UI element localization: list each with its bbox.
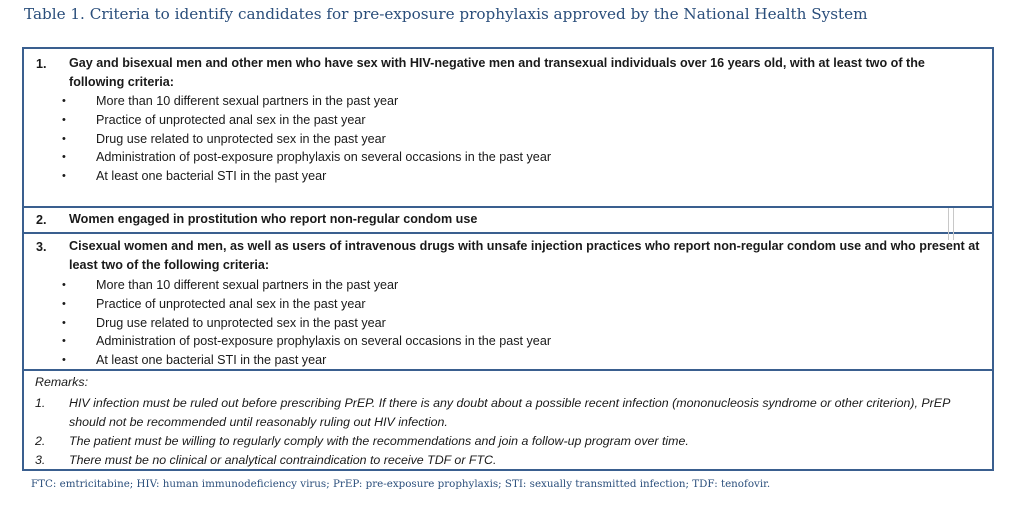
bullet-icon: • [62,316,66,329]
bullet-icon: • [62,354,66,367]
remarks-label: Remarks: [35,375,89,389]
bullet-icon: • [62,113,66,126]
remarks-list [24,394,992,470]
bullet-item: • Drug use related to unprotected sex in the past year [54,130,982,149]
table-footnote: FTC: emtricitabine; HIV: human immunodeficiency virus; PrEP: pre-exposure prophylaxis; STI: sexually transmitted infection; TDF: tenofovir. [31,478,771,490]
bullet-item: • At least one bacterial STI in the past year [54,351,982,370]
criteria-heading: Women engaged in prostitution who report non-regular condom use [69,212,478,226]
bullet-icon: • [62,151,66,164]
criteria-heading: Gay and bisexual men and other men who have sex with HIV-negative men and transexual individuals over 16 years old, with at least two of the following criteria: [69,56,925,89]
bullet-icon: • [62,297,66,310]
bullet-icon: • [62,335,66,348]
bullet-item: • Practice of unprotected anal sex in the past year [54,295,982,314]
remark-item: 1. HIV infection must be ruled out before prescribing PrEP. If there is any doubt about a possible recent infection (mononucleosis syndrome or other criterion), PrEP should not be recommended until reasonably ruling out HIV infection. [35,396,950,429]
remark-item: 3. There must be no clinical or analytical contraindication to receive TDF or FTC. [35,453,497,467]
bullet-item: • Drug use related to unprotected sex in the past year [54,314,982,333]
bullet-item: • Administration of post-exposure prophylaxis on several occasions in the past year [54,332,982,351]
criteria-bullet-list [54,92,982,186]
column-divider-mark [948,208,954,240]
remarks-section [24,369,992,471]
bullet-icon: • [62,170,66,183]
bullet-icon: • [62,279,66,291]
criteria-row-3 [24,232,992,371]
remark-item: 2. The patient must be willing to regularly comply with the recommendations and join a follow-up program over time. [35,434,689,448]
bullet-item: • At least one bacterial STI in the past year [54,167,982,186]
bullet-item: • Practice of unprotected anal sex in the past year [54,111,982,130]
criteria-number: 1. [36,57,47,71]
criteria-bullet-list [54,276,982,370]
bullet-icon: • [62,95,66,107]
criteria-row-1 [24,49,992,206]
criteria-table [22,47,994,471]
criteria-row-2 [24,206,992,234]
criteria-heading: Cisexual women and men, as well as users of intravenous drugs with unsafe injection practices who report non-regular condom use and who present at least two of the following criteria: [69,239,980,272]
bullet-icon: • [62,132,66,145]
bullet-item: • More than 10 different sexual partners in the past year [54,276,982,295]
criteria-number: 3. [36,240,47,254]
table-title: Table 1. Criteria to identify candidates for pre-exposure prophylaxis approved by the National Health System [24,5,868,23]
bullet-item: • Administration of post-exposure prophylaxis on several occasions in the past year [54,148,982,167]
criteria-number: 2. [36,213,47,227]
bullet-item: • More than 10 different sexual partners in the past year [54,92,982,111]
